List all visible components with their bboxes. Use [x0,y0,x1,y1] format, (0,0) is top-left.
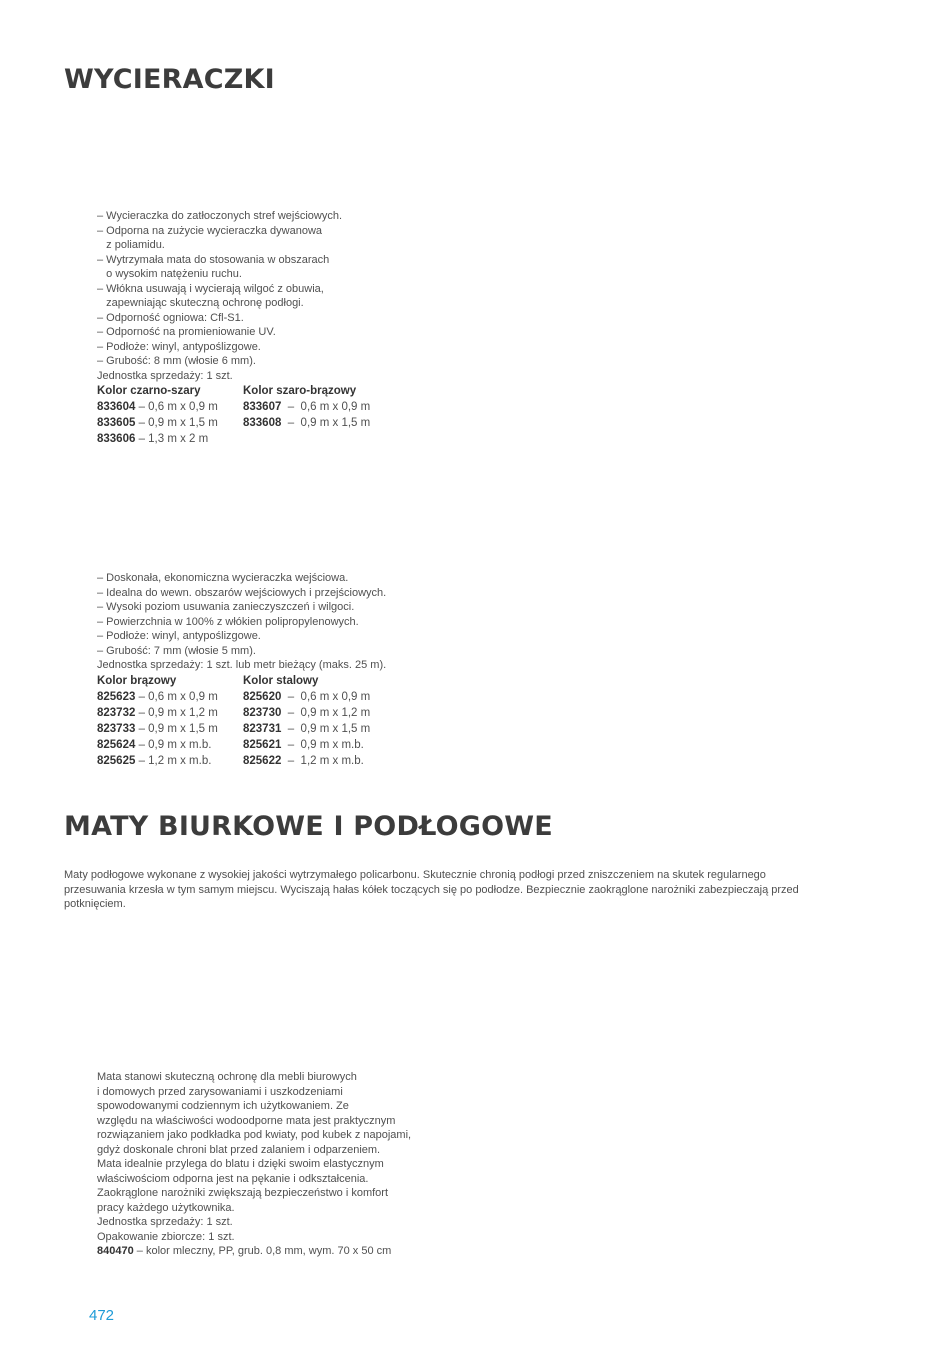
description-line: Zaokrąglone narożniki zwiększają bezpieczeństwo i komfort [97,1187,389,1199]
description-line: gdyż doskonale chroni blat przed zalaniem i odparzeniem. [97,1143,381,1156]
description-line: z poliamidu. [97,239,165,251]
product-code: 825625 [97,754,136,767]
variant-row [97,705,243,721]
variant-column-grey-brown [243,384,370,447]
variant-size: – 0,6 m x 0,9 m [135,690,218,703]
variant-columns [97,674,386,769]
variant-size: – 0,9 m x 1,2 m [135,706,218,719]
description-line: – Włókna usuwają i wycierają wilgoć z obuwia, [97,282,324,295]
variant-size: – 0,9 m x 1,5 m [135,722,218,735]
product-code: 823732 [97,706,136,719]
variant-columns [97,384,370,447]
variant-row [97,753,243,769]
variant-size: – 0,9 m x 1,2 m [281,706,371,719]
description-line: pracy każdego użytkownika. [97,1201,235,1214]
variant-row [97,689,243,705]
variant-size: – 0,9 m x m.b. [281,738,364,751]
product-code: 833606 [97,433,136,445]
product-code: 823730 [243,706,282,719]
variant-row [243,753,370,769]
variant-row [243,399,370,415]
product-code: 825624 [97,738,136,751]
variant-column-black-grey [97,384,243,447]
description-line: o wysokim natężeniu ruchu. [97,268,242,280]
bulk-packaging: Opakowanie zbiorcze: 1 szt. [97,1230,235,1243]
variant-row [97,431,243,447]
description-line: Mata stanowi skuteczną ochronę dla mebli biurowych [97,1071,357,1083]
variant-size: – 1,2 m x m.b. [135,754,212,767]
product-description-1 [97,209,370,447]
product-code: 823731 [243,722,282,735]
variant-row [97,415,243,431]
product-code: 833604 [97,401,136,413]
description-line: – Idealna do wewn. obszarów wejściowych i przejściowych. [97,586,387,599]
description-line: – Podłoże: winyl, antypoślizgowe. [97,630,261,642]
description-line: właściwościom odporna jest na pękanie i odkształcenia. [97,1172,369,1185]
description-line: i domowych przed zarysowaniami i uszkodzeniami [97,1085,343,1098]
description-line: spowodowanymi codziennym ich użytkowaniem. Ze [97,1100,349,1112]
description-line: – Powierzchnia w 100% z włókien polipropylenowych. [97,615,359,628]
description-line: zapewniając skuteczną ochronę podłogi. [97,297,304,309]
description-line: – Odporna na zużycie wycieraczka dywanowa [97,224,323,237]
variant-size: – 0,9 m x m.b. [135,738,212,751]
variant-size: – 0,9 m x 1,5 m [135,417,218,429]
description-line: – Doskonała, ekonomiczna wycieraczka wejściowa. [97,572,349,584]
sales-unit: Jednostka sprzedaży: 1 szt. lub metr bieżący (maks. 25 m). [97,659,387,671]
description-line: – Odporność ogniowa: Cfl-S1. [97,311,244,324]
product-description-2 [97,571,386,769]
product-code: 825621 [243,738,282,751]
section-title-maty: MATY BIURKOWE I PODŁOGOWE [64,811,553,842]
variant-row [243,689,370,705]
sales-unit: Jednostka sprzedaży: 1 szt. [97,369,233,382]
variant-row [243,721,370,737]
variant-row [243,415,370,431]
variant-row [97,399,243,415]
description-line: – Wytrzymała mata do stosowania w obszarach [97,253,330,266]
variant-column-steel [243,674,370,769]
variant-row [97,721,243,737]
product-code: 833608 [243,417,282,429]
variant-size: – 0,9 m x 1,5 m [281,722,371,735]
product-description-3 [97,1070,411,1259]
variant-size: – 0,6 m x 0,9 m [281,690,371,703]
variant-column-header: Kolor stalowy [243,674,319,687]
section-title-wycieraczki: WYCIERACZKI [64,64,275,95]
variant-size: – 0,6 m x 0,9 m [135,401,218,413]
page-number: 472 [89,1307,115,1324]
variant-column-brown [97,674,243,769]
description-line: – Grubość: 7 mm (włosie 5 mm). [97,644,256,657]
variant-row [97,737,243,753]
description-line: – Grubość: 8 mm (włosie 6 mm). [97,355,256,367]
variant-row [243,705,370,721]
variant-column-header: Kolor szaro-brązowy [243,385,357,397]
product-code: 833607 [243,401,282,413]
description-line: Mata idealnie przylega do blatu i dzięki swoim elastycznym [97,1158,384,1170]
product-code: 825620 [243,690,282,703]
description-line: – Odporność na promieniowanie UV. [97,326,276,338]
variant-size: – 0,9 m x 1,5 m [281,417,371,429]
variant-column-header: Kolor czarno-szary [97,385,201,397]
section-intro: Maty podłogowe wykonane z wysokiej jakości wytrzymałego policarbonu. Skutecznie chronią podłogi przed zniszczeniem na skutek regularnego przesuwania krzesła w tym samym miejscu. Wyciszają hałas kółek toczących się po podłodze. Bezpiecznie zaokrąglone narożniki zabezpieczają przed potknięciem. [64,869,799,910]
description-line: – Podłoże: winyl, antypoślizgowe. [97,340,261,353]
variant-size: – 0,6 m x 0,9 m [281,401,371,413]
description-line: rozwiązaniem jako podkładka pod kwiaty, pod kubek z napojami, [97,1129,412,1141]
product-code: 823733 [97,722,136,735]
variant-spec: – kolor mleczny, PP, grub. 0,8 mm, wym. 70 x 50 cm [133,1245,392,1257]
product-code: 825622 [243,754,282,767]
product-code: 840470 [97,1245,134,1257]
variant-row [97,1244,411,1259]
variant-row [243,737,370,753]
description-line: – Wysoki poziom usuwania zanieczyszczeń i wilgoci. [97,601,355,613]
variant-size: – 1,2 m x m.b. [281,754,364,767]
variant-size: – 1,3 m x 2 m [135,433,209,445]
description-line: względu na właściwości wodoodporne mata jest praktycznym [97,1114,396,1127]
product-code: 825623 [97,690,136,703]
variant-column-header: Kolor brązowy [97,674,177,687]
product-code: 833605 [97,417,136,429]
description-line: – Wycieraczka do zatłoczonych stref wejściowych. [97,210,343,222]
sales-unit: Jednostka sprzedaży: 1 szt. [97,1216,233,1228]
